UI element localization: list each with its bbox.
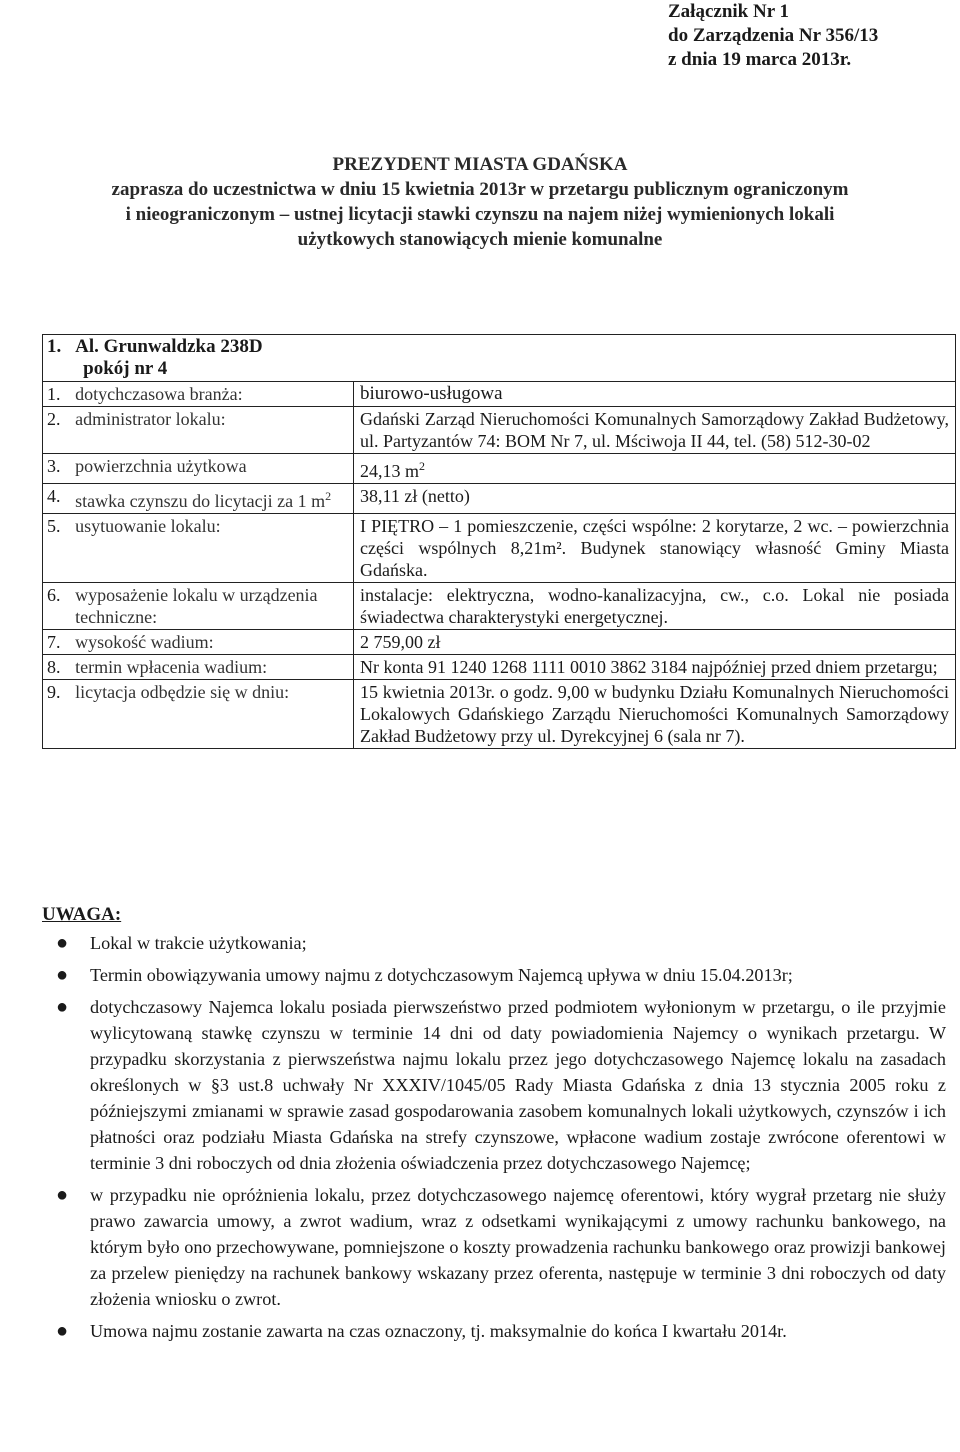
row-value: biurowo-usługowa <box>354 382 956 407</box>
row-label-cell <box>67 484 353 514</box>
row-number: 7. <box>43 630 68 655</box>
attachment-reference <box>668 0 878 72</box>
list-item-text: Termin obowiązywania umowy najmu z dotychczasowym Najemcą upływa w dniu 15.04.2013r; <box>90 965 793 985</box>
attachment-line-2: do Zarządzenia Nr 356/13 <box>668 25 879 46</box>
table-row <box>43 382 956 407</box>
list-item-text: w przypadku nie opróżnienia lokalu, przez dotychczasowego najemcę oferentowi, który wygrał przetarg nie służy prawo zawarcia umowy, a zwrot wadium, wraz z odsetkami wynikającymi z umowy rachunku bankowego, na którym było ono przechowywane, pomniejszone o koszty prowadzenia rachunku bankowego oraz prowizji bankowej za przelew pieniędzy na rachunek bankowy wskazany przez oferenta, następuje w terminie 3 dni roboczych od daty złożenia wniosku o zwrot. <box>90 1185 946 1309</box>
list-item <box>42 962 946 988</box>
row-value-cell <box>354 454 956 484</box>
header-line-4: użytkowych stanowiących mienie komunalne <box>297 229 663 250</box>
row-label: powierzchnia użytkowa <box>67 454 353 484</box>
row-number: 8. <box>43 655 68 680</box>
list-item <box>42 1182 946 1312</box>
list-item-text: dotychczasowy Najemca lokalu posiada pierwszeństwo przed podmiotem wyłonionym w przetargu, o ile przyjmie wylicytowaną stawkę czynszu w terminie 14 dni od daty powiadomienia Najemcy o wynikach przetargu. W przypadku skorzystania z pierwszeństwa najmu lokalu przez jego dotychczasowego Najemcę lokalu na zasadach określonych w §3 ust.8 uchwały Nr XXXIV/1045/05 Rady Miasta Gdańska z dnia 13 stycznia 2005 roku z późniejszymi zmianami w sprawie zasad gospodarowania zasobem komunalnych lokali użytkowych, czynszów i ich płatności oraz podziału Miasta Gdańska na strefy czynszowe, wpłacone wadium zostaje zwrócone oferentowi w terminie 3 dni roboczych od dnia złożenia oświadczenia przez dotychczasowego Najemcę; <box>90 997 946 1173</box>
row-value: 38,11 zł (netto) <box>354 484 956 514</box>
header-line-1: PREZYDENT MIASTA GDAŃSKA <box>332 154 628 175</box>
row-value: I PIĘTRO – 1 pomieszczenie, części wspólne: 2 korytarze, 2 wc. – powierzchnia części wspólnych 8,21m². Budynek stanowiący własność Gminy Miasta Gdańska. <box>354 514 956 583</box>
table-row <box>43 407 956 454</box>
header-line-2: zaprasza do uczestnictwa w dniu 15 kwietnia 2013r w przetargu publicznym ograniczonym <box>111 179 849 200</box>
row-number: 3. <box>43 454 68 484</box>
list-item <box>42 1318 946 1344</box>
unit-superscript: 2 <box>325 489 332 503</box>
row-number: 4. <box>43 484 68 514</box>
row-label: stawka czynszu do licytacji za 1 m <box>75 491 326 511</box>
list-item <box>42 930 946 956</box>
attachment-line-3: z dnia 19 marca 2013r. <box>668 49 852 70</box>
bullet-icon: ● <box>56 996 69 1018</box>
row-number: 5. <box>43 514 68 583</box>
bullet-icon: ● <box>56 1184 69 1206</box>
table-row <box>43 655 956 680</box>
list-item <box>42 994 946 1176</box>
bullet-icon: ● <box>56 932 69 954</box>
row-label: usytuowanie lokalu: <box>67 514 353 583</box>
property-address-cell <box>67 335 955 382</box>
row-value: 15 kwietnia 2013r. o godz. 9,00 w budynku Działu Komunalnych Nieruchomości Lokalowych Gdańskiego Zarządu Nieruchomości Komunalnych Samorządowy Zakład Budżetowy przy ul. Dyrekcyjnej 6 (sala nr 7). <box>354 680 956 749</box>
row-value: instalacje: elektryczna, wodno-kanalizacyjna, cw., c.o. Lokal nie posiada świadectwa charakterystyki energetycznej. <box>354 583 956 630</box>
header-line-3: i nieograniczonym – ustnej licytacji stawki czynszu na najem niżej wymienionych lokali <box>125 204 835 225</box>
bullet-icon: ● <box>56 1320 69 1342</box>
property-room: pokój nr 4 <box>83 358 168 379</box>
row-value: Gdański Zarząd Nieruchomości Komunalnych Samorządowy Zakład Budżetowy, ul. Partyzantów 74: BOM Nr 7, ul. Mściwoja II 44, tel. (58) 512-30-02 <box>354 407 956 454</box>
row-number: 1. <box>43 382 68 407</box>
row-value: 2 759,00 zł <box>354 630 956 655</box>
table-row <box>43 484 956 514</box>
row-label: wysokość wadium: <box>67 630 353 655</box>
row-number: 9. <box>43 680 68 749</box>
row-label: dotychczasowa branża: <box>67 382 353 407</box>
table-row <box>43 454 956 484</box>
unit-superscript: 2 <box>419 459 426 473</box>
table-row <box>43 680 956 749</box>
row-label: termin wpłacenia wadium: <box>67 655 353 680</box>
table-row <box>43 630 956 655</box>
announcement-header <box>0 152 960 252</box>
property-spec-table <box>42 334 956 749</box>
table-row <box>43 514 956 583</box>
row-value: Nr konta 91 1240 1268 1111 0010 3862 3184 najpóźniej przed dniem przetargu; <box>354 655 956 680</box>
attachment-line-1: Załącznik Nr 1 <box>668 1 790 22</box>
list-item-text: Umowa najmu zostanie zawarta na czas oznaczony, tj. maksymalnie do końca I kwartału 2014r. <box>90 1321 787 1341</box>
row-number: 2. <box>43 407 68 454</box>
row-value: 24,13 m <box>360 461 420 481</box>
row-label: wyposażenie lokalu w urządzenia techniczne: <box>67 583 353 630</box>
property-address: Al. Grunwaldzka 238D <box>75 336 263 357</box>
property-address-row <box>43 335 956 382</box>
notice-title: UWAGA: <box>42 904 122 925</box>
property-number: 1. <box>43 335 68 382</box>
notice-list <box>42 930 946 1350</box>
table-row <box>43 583 956 630</box>
list-item-text: Lokal w trakcie użytkowania; <box>90 933 307 953</box>
row-label: administrator lokalu: <box>67 407 353 454</box>
row-label: licytacja odbędzie się w dniu: <box>67 680 353 749</box>
bullet-icon: ● <box>56 964 69 986</box>
row-number: 6. <box>43 583 68 630</box>
